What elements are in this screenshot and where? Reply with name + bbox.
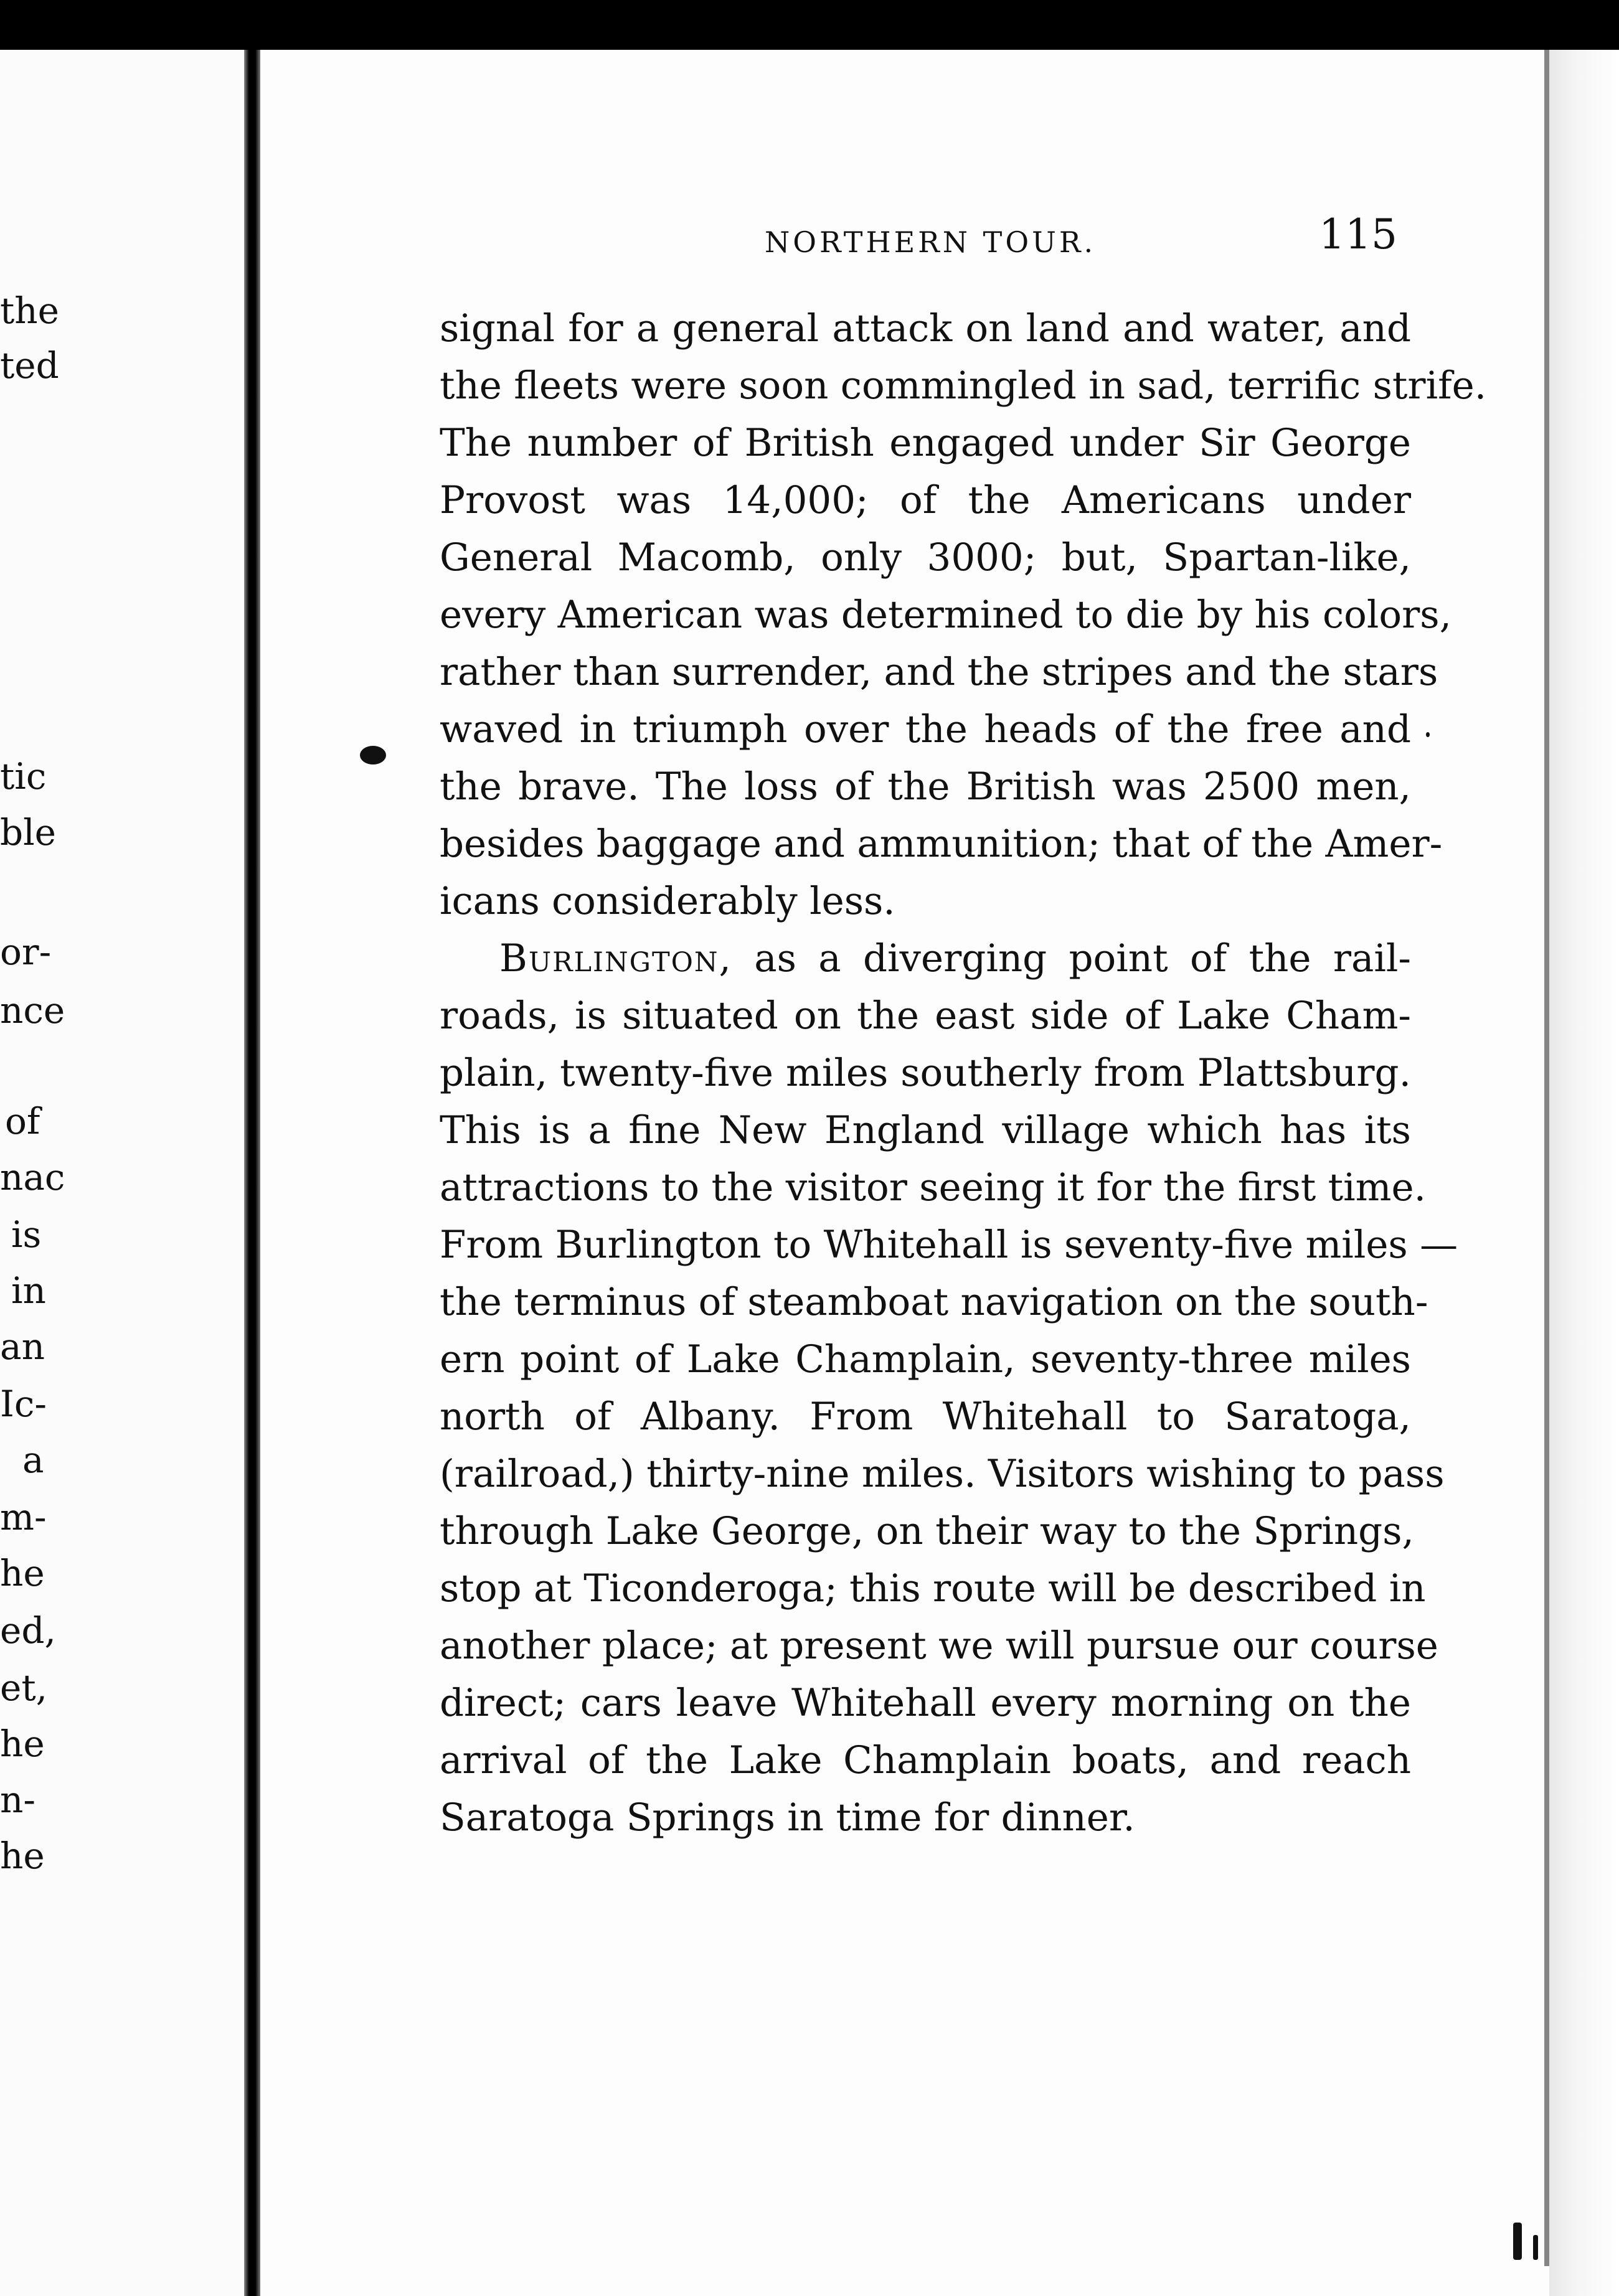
left-page-fragment: a (22, 1439, 44, 1481)
text-line: north of Albany. From Whitehall to Saratoga, (440, 1395, 1411, 1439)
text-line: arrival of the Lake Champlain boats, and reach (440, 1738, 1411, 1782)
text-line: From Burlington to Whitehall is seventy-five miles — (440, 1223, 1458, 1267)
left-page-fragment: nac (0, 1156, 65, 1198)
text-line: (railroad,) thirty-nine miles. Visitors wishing to pass (440, 1452, 1445, 1496)
left-page-fragment: Ic- (0, 1383, 47, 1425)
text-line: roads, is situated on the east side of Lake Cham- (440, 994, 1411, 1038)
left-page-fragment: n- (0, 1779, 35, 1821)
left-page-fragment: he (0, 1552, 45, 1594)
text-line: icans considerably less. (440, 879, 895, 923)
text-line: ern point of Lake Champlain, seventy-three miles (440, 1337, 1411, 1381)
text-line: another place; at present we will pursue our course (440, 1624, 1438, 1668)
left-page-fragment: et, (0, 1667, 48, 1709)
paragraph-first-line (440, 930, 1411, 987)
text-line: direct; cars leave Whitehall every morning on the (440, 1681, 1411, 1725)
text-line: plain, twenty-five miles southerly from Plattsburg. (440, 1051, 1411, 1095)
ink-blot (360, 746, 386, 765)
edge-mark (1533, 2235, 1538, 2260)
text-line: The number of British engaged under Sir George (440, 421, 1411, 465)
left-page-fragment: the (0, 289, 59, 332)
text-line: waved in triumph over the heads of the free and (440, 707, 1411, 751)
text-line: the brave. The loss of the British was 2500 men, (440, 765, 1411, 809)
left-page-fragment: ble (0, 811, 57, 854)
page-number: 115 (1319, 210, 1397, 258)
text-line: signal for a general attack on land and water, and (440, 306, 1411, 351)
text-line: Provost was 14,000; of the Americans under (440, 478, 1411, 522)
text-line: every American was determined to die by his colors, (440, 593, 1451, 637)
text-line: General Macomb, only 3000; but, Spartan-like, (440, 535, 1411, 580)
text-line: the fleets were soon commingled in sad, terrific strife. (440, 364, 1487, 408)
left-page-fragment: or- (0, 931, 52, 973)
ink-speck (1426, 732, 1430, 737)
text-line: stop at Ticonderoga; this route will be described in (440, 1566, 1426, 1611)
left-page-fragment: ted (0, 344, 59, 387)
first-line-rest: as a diverging point of the rail- (732, 936, 1411, 981)
text-line: the terminus of steamboat navigation on the south- (440, 1280, 1428, 1324)
left-page-fragment: an (0, 1325, 45, 1368)
scan-top-border (0, 0, 1619, 50)
right-page-margin (1549, 50, 1619, 2296)
right-page-edge (1544, 50, 1549, 2266)
left-page-fragment: of (5, 1100, 40, 1142)
left-page-fragment: he (0, 1835, 45, 1877)
text-line: besides baggage and ammunition; that of the Amer- (440, 822, 1443, 866)
edge-mark (1513, 2223, 1522, 2260)
book-gutter (244, 50, 260, 2296)
text-line: This is a fine New England village which has its (440, 1108, 1411, 1152)
left-page-fragment: ed, (0, 1609, 56, 1652)
left-page-fragment: nce (0, 989, 65, 1032)
left-page-fragment: m- (0, 1496, 47, 1538)
left-page-fragment: he (0, 1723, 45, 1765)
running-head: NORTHERN TOUR. (765, 225, 1097, 259)
lead-word: Burlington, (499, 936, 732, 981)
text-line: rather than surrender, and the stripes and the stars (440, 650, 1438, 694)
left-page-fragment: in (11, 1269, 46, 1312)
text-line: Saratoga Springs in time for dinner. (440, 1795, 1135, 1840)
text-line: attractions to the visitor seeing it for the first time. (440, 1165, 1427, 1210)
left-page-fragment: tic (0, 755, 47, 797)
body-text (440, 300, 1487, 1847)
text-line: through Lake George, on their way to the Springs, (440, 1509, 1414, 1553)
left-page-fragment: is (11, 1213, 42, 1256)
